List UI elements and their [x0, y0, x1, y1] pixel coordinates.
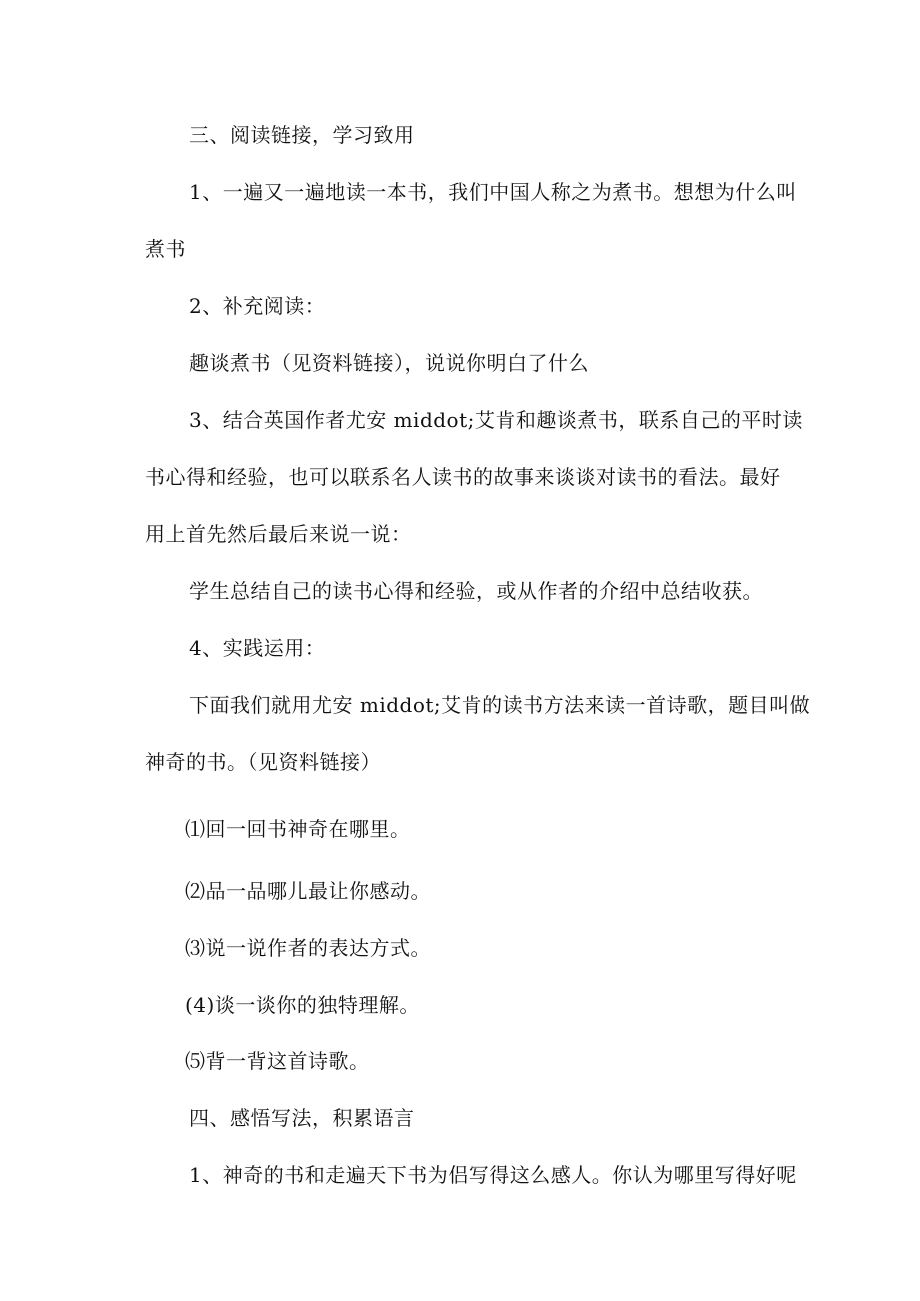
paragraph-4: 4、实践运用：	[189, 636, 326, 660]
paragraph-2-sub: 趣谈煮书（见资料链接），说说你明白了什么	[189, 351, 589, 375]
section-heading-4: 四、感悟写法，积累语言	[189, 1106, 415, 1130]
paragraph-3-line-3: 用上首先然后最后来说一说：	[145, 522, 412, 546]
step-5: ⑸背一背这首诗歌。	[185, 1049, 370, 1073]
paragraph-3-line-2: 书心得和经验，也可以联系名人读书的故事来谈谈对读书的看法。最好	[145, 465, 781, 489]
paragraph-4-line-2: 神奇的书。（见资料链接）	[145, 750, 381, 774]
paragraph-3-line-1: 3、结合英国作者尤安 middot;艾肯和趣谈煮书，联系自己的平时读	[189, 408, 803, 432]
paragraph-5: 1、神奇的书和走遍天下书为侣写得这么感人。你认为哪里写得好呢	[189, 1163, 797, 1187]
paragraph-2: 2、补充阅读：	[189, 294, 326, 318]
section-heading-3: 三、阅读链接，学习致用	[189, 123, 415, 147]
paragraph-1-line-2: 煮书	[145, 237, 186, 261]
step-2: ⑵品一品哪儿最让你感动。	[185, 879, 431, 903]
paragraph-3-sub: 学生总结自己的读书心得和经验，或从作者的介绍中总结收获。	[189, 579, 763, 603]
step-4: (4)谈一谈你的独特理解。	[185, 993, 420, 1017]
paragraph-4-line-1: 下面我们就用尤安 middot;艾肯的读书方法来读一首诗歌，题目叫做	[189, 693, 811, 717]
paragraph-1-line-1: 1、一遍又一遍地读一本书，我们中国人称之为煮书。想想为什么叫	[189, 180, 797, 204]
step-1: ⑴回一回书神奇在哪里。	[185, 817, 411, 841]
step-3: ⑶说一说作者的表达方式。	[185, 936, 431, 960]
